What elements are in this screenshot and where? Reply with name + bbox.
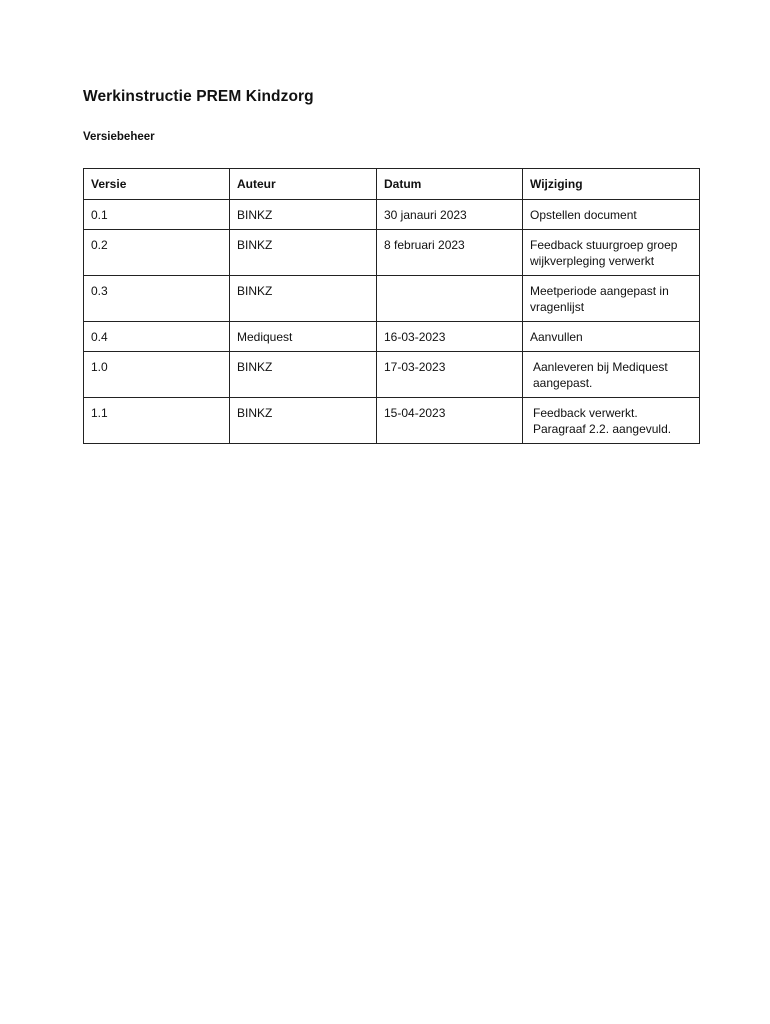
version-cell: 1.1 (84, 398, 230, 444)
version-cell: 0.4 (84, 322, 230, 352)
change-cell: Meetperiode aangepast in vragenlijst (523, 276, 700, 322)
date-cell: 15-04-2023 (377, 398, 523, 444)
column-header-auteur: Auteur (230, 169, 377, 200)
table-row (84, 352, 700, 398)
table-header-row (84, 169, 700, 200)
table-row (84, 398, 700, 444)
table-row (84, 322, 700, 352)
date-cell: 16-03-2023 (377, 322, 523, 352)
column-header-versie: Versie (84, 169, 230, 200)
change-text: Feedback verwerkt. Paragraaf 2.2. aangevuld. (533, 406, 672, 436)
date-cell: 17-03-2023 (377, 352, 523, 398)
change-text: Aanleveren bij Mediquest aangepast. (533, 360, 668, 390)
change-cell: Feedback stuurgroep groep wijkverpleging verwerkt (523, 230, 700, 276)
version-cell: 0.2 (84, 230, 230, 276)
version-cell: 0.1 (84, 200, 230, 230)
author-cell: Mediquest (230, 322, 377, 352)
change-cell: Opstellen document (523, 200, 700, 230)
column-header-datum: Datum (377, 169, 523, 200)
author-cell: BINKZ (230, 200, 377, 230)
change-cell: Aanvullen (523, 322, 700, 352)
author-cell: BINKZ (230, 276, 377, 322)
table-row (84, 276, 700, 322)
author-cell: BINKZ (230, 352, 377, 398)
date-cell: 30 janauri 2023 (377, 200, 523, 230)
date-cell (377, 276, 523, 322)
version-cell: 1.0 (84, 352, 230, 398)
version-table (83, 168, 700, 444)
table-row (84, 230, 700, 276)
change-cell (523, 398, 700, 444)
date-cell: 8 februari 2023 (377, 230, 523, 276)
change-cell (523, 352, 700, 398)
author-cell: BINKZ (230, 230, 377, 276)
version-cell: 0.3 (84, 276, 230, 322)
section-heading: Versiebeheer (83, 131, 155, 143)
table-row (84, 200, 700, 230)
column-header-wijziging: Wijziging (523, 169, 700, 200)
page-title: Werkinstructie PREM Kindzorg (83, 88, 314, 105)
author-cell: BINKZ (230, 398, 377, 444)
